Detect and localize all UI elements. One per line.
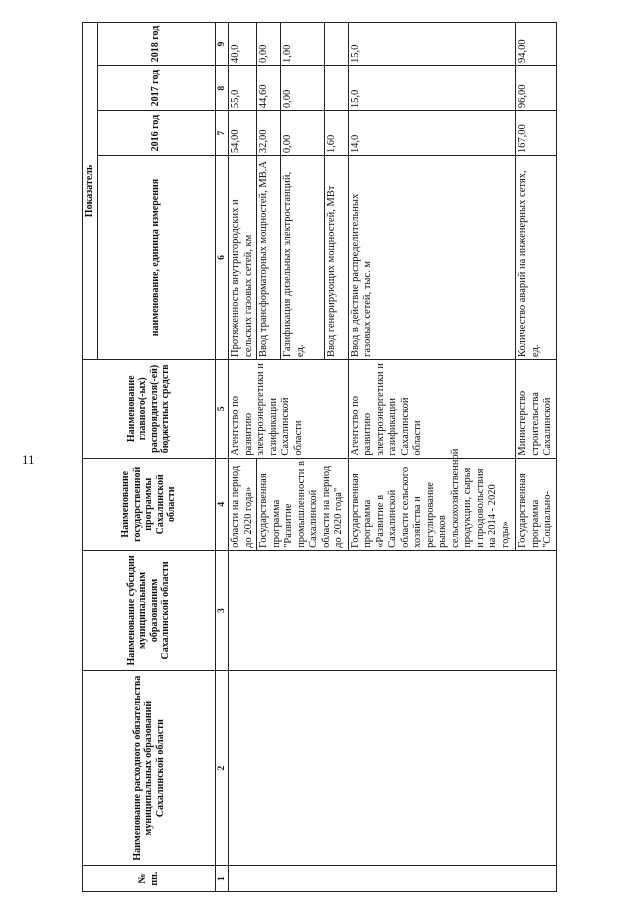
cell-value-2018: 0,00 bbox=[257, 23, 281, 66]
cell-value-2017: 0,00 bbox=[281, 66, 324, 111]
cell-indicator: Ввод генерирующих мощностей, МВт bbox=[324, 156, 348, 360]
cell-value-2018: 15,0 bbox=[348, 23, 515, 66]
cell-value-2018 bbox=[324, 23, 348, 66]
cell-program: области на период до 2020 года» bbox=[229, 458, 257, 550]
header-obligation: Наименование расходного обязательства муниципальных образований Сахалинской области bbox=[83, 671, 216, 866]
col-number: 1 bbox=[215, 866, 229, 892]
header-year-2017: 2017 год bbox=[97, 66, 215, 111]
cell-number bbox=[229, 866, 557, 892]
col-number: 3 bbox=[215, 550, 229, 670]
cell-program: Государственная программа "Социально- bbox=[516, 458, 557, 550]
cell-value-2016: 0,00 bbox=[281, 111, 324, 156]
cell-value-2016: 54,00 bbox=[229, 111, 257, 156]
cell-program: Государственная программа «Развитие в Сахалинской области сельского хозяйства и регулирование рынков сельскохозяйственной продукции, сырья и продовольствия на 2014 - 2020 годы» bbox=[348, 458, 515, 550]
col-number: 6 bbox=[215, 156, 229, 360]
page-number: 11 bbox=[22, 452, 35, 467]
col-number: 2 bbox=[215, 671, 229, 866]
cell-indicator: Количество аварий на инженерных сетях, ед. bbox=[516, 156, 557, 360]
rotated-table-wrapper bbox=[82, 22, 557, 892]
col-number: 5 bbox=[215, 359, 229, 458]
cell-value-2018: 1,00 bbox=[281, 23, 324, 66]
cell-manager-text: Агентство по развитию электроэнергетики и газификации Сахалинской bbox=[230, 363, 291, 456]
cell-value-2017 bbox=[324, 66, 348, 111]
cell-indicator: Газификация дизельных электростанций, ед. bbox=[281, 156, 324, 360]
col-number: 4 bbox=[215, 458, 229, 550]
cell-manager: Агентство по развитию электроэнергетики и газификации Сахалинской области bbox=[348, 359, 515, 458]
cell-value-2017: 96,00 bbox=[516, 66, 557, 111]
cell-value-2016: 14,0 bbox=[348, 111, 515, 156]
cell-indicator: Протяженность внутригородских и сельских газовых сетей, км bbox=[229, 156, 257, 360]
cell-value-2018: 94,00 bbox=[516, 23, 557, 66]
cell-value-2017: 44,60 bbox=[257, 66, 281, 111]
cell-value-2018: 40,0 bbox=[229, 23, 257, 66]
header-indicator-name: наименование, единица измерения bbox=[97, 156, 215, 360]
cell-value-2017: 15,0 bbox=[348, 66, 515, 111]
cell-subsidy bbox=[229, 550, 557, 670]
cell-obligation bbox=[229, 671, 557, 866]
col-number: 7 bbox=[215, 111, 229, 156]
header-manager: Наименование главного(-ых) распорядителя(-ей) бюджетных средств bbox=[83, 359, 216, 458]
header-year-2018: 2018 год bbox=[97, 23, 215, 66]
col-number: 9 bbox=[215, 23, 229, 66]
cell-manager bbox=[229, 359, 349, 458]
header-number: № пп. bbox=[83, 866, 216, 892]
cell-value-2017: 55,0 bbox=[229, 66, 257, 111]
cell-value-2016: 32,00 bbox=[257, 111, 281, 156]
header-program: Наименование государственной программы Сахалинской области bbox=[83, 458, 216, 550]
cell-manager: Министерство строительства Сахалинской bbox=[516, 359, 557, 458]
table-row bbox=[229, 23, 257, 892]
cell-indicator: Ввод трансформаторных мощностей, МВ.А bbox=[257, 156, 281, 360]
cell-indicator: Ввод в действие распределительных газовых сетей, тыс. м bbox=[348, 156, 515, 360]
indicator-table bbox=[82, 22, 557, 892]
header-year-2016: 2016 год bbox=[97, 111, 215, 156]
cell-value-2016: 1,60 bbox=[324, 111, 348, 156]
cell-value-2016: 167,00 bbox=[516, 111, 557, 156]
col-number: 8 bbox=[215, 66, 229, 111]
header-indicator-group: Показатель bbox=[83, 23, 98, 360]
header-subsidy: Наименование субсидии муниципальным образованиям Сахалинской области bbox=[83, 550, 216, 670]
cell-manager-text: области bbox=[292, 420, 304, 456]
cell-program: Государственная программа "Развитие промышленности в Сахалинской области на период до 2020 года" bbox=[257, 458, 348, 550]
